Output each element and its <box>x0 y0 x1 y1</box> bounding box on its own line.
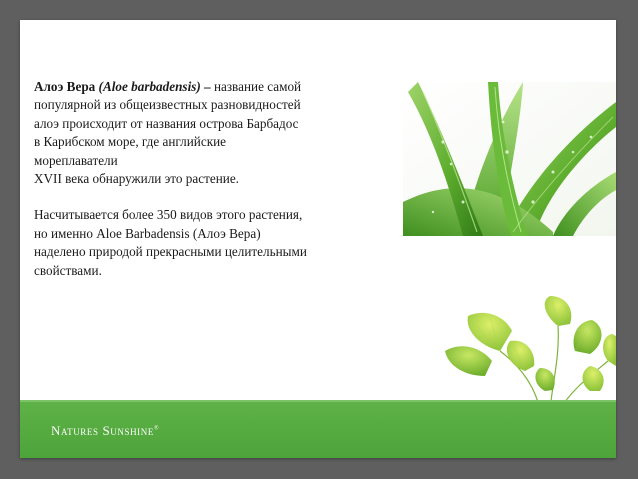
footer-bar <box>20 400 616 458</box>
aloe-vera-photo <box>403 82 616 236</box>
paragraph-1-line-4: в Карибском море, где английские <box>34 134 227 150</box>
ginkgo-leaves-decoration <box>440 296 616 410</box>
slide <box>20 20 616 458</box>
slide-text <box>34 78 384 280</box>
paragraph-2-line-1: Насчитывается более 350 видов этого растения, <box>34 207 303 223</box>
paragraph-1-line-2: популярной из общеизвестных разновидностей <box>34 97 301 113</box>
trademark-sign: ® <box>153 425 160 432</box>
paragraph-1-line-1 <box>34 78 384 96</box>
footer-highlight-line <box>20 400 616 402</box>
paragraph-gap <box>34 188 384 206</box>
paragraph-2-line-4: свойствами. <box>34 262 102 278</box>
paragraph-2-line-2: но именно Aloe Barbadensis (Алоэ Вера) <box>34 225 261 241</box>
paragraph-1-line-3: алоэ происходит от названия острова Барбадос <box>34 115 299 131</box>
brand-name: Natures Sunshine <box>51 423 154 438</box>
brand-logo-text <box>51 423 159 439</box>
paragraph-2-line-3: наделено природой прекрасными целительными <box>34 244 307 260</box>
paragraph-1-line-6: XVII века обнаружили это растение. <box>34 171 239 187</box>
line-1-rest: название самой <box>213 79 302 94</box>
dash: – <box>204 79 211 94</box>
paragraph-1-line-5: мореплаватели <box>34 152 118 168</box>
title-bold: Алоэ Вера <box>34 79 96 94</box>
latin-name: (Aloe barbadensis) <box>98 79 201 94</box>
